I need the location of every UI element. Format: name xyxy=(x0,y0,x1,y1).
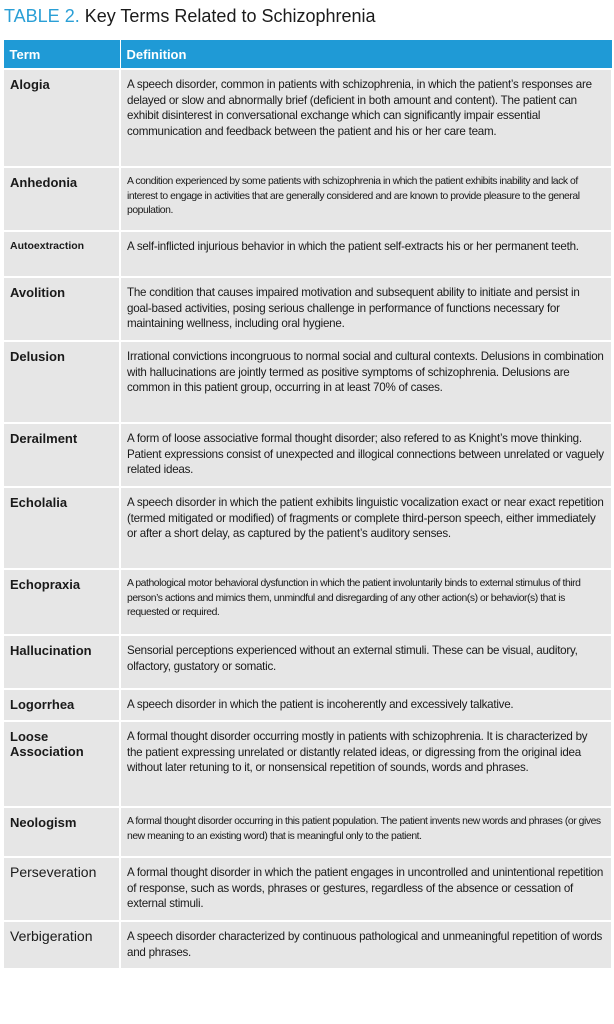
term-cell: Avolition xyxy=(3,277,120,341)
definition-cell: A speech disorder characterized by continuous pathological and unmeaningful repetition of words and phrases. xyxy=(120,921,612,969)
table-caption xyxy=(4,6,376,27)
term-cell: Loose Association xyxy=(3,721,120,807)
table-row xyxy=(3,857,612,921)
definition-cell: A pathological motor behavioral dysfunction in which the patient involuntarily binds to external stimulus of third person’s actions and mimics them, unmindful and disregarding of any other action(s) or behavior(s) that is requested or required. xyxy=(120,569,612,635)
definition-cell: A formal thought disorder occurring mostly in patients with schizophrenia. It is characterized by the patient expressing unrelated or distantly related ideas, or digressing from the original idea without later retuning to it, or nonsensical repetition of sounds, words and phrases. xyxy=(120,721,612,807)
key-terms-table xyxy=(2,39,613,970)
definition-cell: The condition that causes impaired motivation and subsequent ability to initiate and persist in goal-based activities, posing serious challenge in performance of functions necessary for maintaining wellness, including oral hygiene. xyxy=(120,277,612,341)
table-row xyxy=(3,277,612,341)
term-cell: Autoextraction xyxy=(3,231,120,277)
term-cell: Derailment xyxy=(3,423,120,487)
table-number: TABLE 2. xyxy=(4,6,80,26)
definition-cell: A formal thought disorder in which the patient engages in uncontrolled and unintentional repetition of response, such as words, phrases or gestures, regardless of the absence or cessation of external stimuli. xyxy=(120,857,612,921)
term-cell: Echolalia xyxy=(3,487,120,569)
term-cell: Logorrhea xyxy=(3,689,120,721)
term-cell: Alogia xyxy=(3,69,120,167)
table-title: Key Terms Related to Schizophrenia xyxy=(84,6,376,26)
table-row xyxy=(3,423,612,487)
definition-cell: A form of loose associative formal thought disorder; also refered to as Knight’s move thinking. Patient expressions consist of unexpected and illogical connections between unrelated or vaguely related ideas. xyxy=(120,423,612,487)
definition-cell: A condition experienced by some patients with schizophrenia in which the patient exhibits inability and lack of interest to engage in activities that are generally considered and are known to provide pleasure to the general population. xyxy=(120,167,612,231)
term-cell: Verbigeration xyxy=(3,921,120,969)
table-row xyxy=(3,569,612,635)
term-cell: Hallucination xyxy=(3,635,120,689)
term-cell: Anhedonia xyxy=(3,167,120,231)
definition-cell: A speech disorder in which the patient exhibits linguistic vocalization exact or near exact repetition (termed mitigated or modified) of fragments or complete third-person speech, either immediately or after a short delay, as captured by the patient’s auditory senses. xyxy=(120,487,612,569)
term-column-header: Term xyxy=(3,40,120,70)
table-row xyxy=(3,69,612,167)
table-row xyxy=(3,689,612,721)
definition-cell: A speech disorder, common in patients with schizophrenia, in which the patient’s responses are delayed or slow and abnormally brief (deficient in both amount and content). The patient can exhibit disinterest in conversational exchange which can significantly impair essential communication and feedback between the patient and his or her care team. xyxy=(120,69,612,167)
table-row xyxy=(3,921,612,969)
table-row xyxy=(3,487,612,569)
table-row xyxy=(3,231,612,277)
table-row xyxy=(3,721,612,807)
term-cell: Neologism xyxy=(3,807,120,857)
table-row xyxy=(3,635,612,689)
table-row xyxy=(3,167,612,231)
table-row xyxy=(3,807,612,857)
header-row xyxy=(3,40,612,70)
definition-cell: A formal thought disorder occurring in this patient population. The patient invents new words and phrases (or gives new meaning to an existing word) that is meaningful only to the patient. xyxy=(120,807,612,857)
term-cell: Perseveration xyxy=(3,857,120,921)
table-row xyxy=(3,341,612,423)
definition-cell: Irrational convictions incongruous to normal social and cultural contexts. Delusions in combination with hallucinations are jointly termed as positive symptoms of schizophrenia. Delusions are common in this patient group, occurring in at least 70% of cases. xyxy=(120,341,612,423)
definition-column-header: Definition xyxy=(120,40,612,70)
definition-cell: A self-inflicted injurious behavior in which the patient self-extracts his or her permanent teeth. xyxy=(120,231,612,277)
definition-cell: A speech disorder in which the patient is incoherently and excessively talkative. xyxy=(120,689,612,721)
term-cell: Echopraxia xyxy=(3,569,120,635)
definition-cell: Sensorial perceptions experienced without an external stimuli. These can be visual, auditory, olfactory, gustatory or somatic. xyxy=(120,635,612,689)
term-cell: Delusion xyxy=(3,341,120,423)
